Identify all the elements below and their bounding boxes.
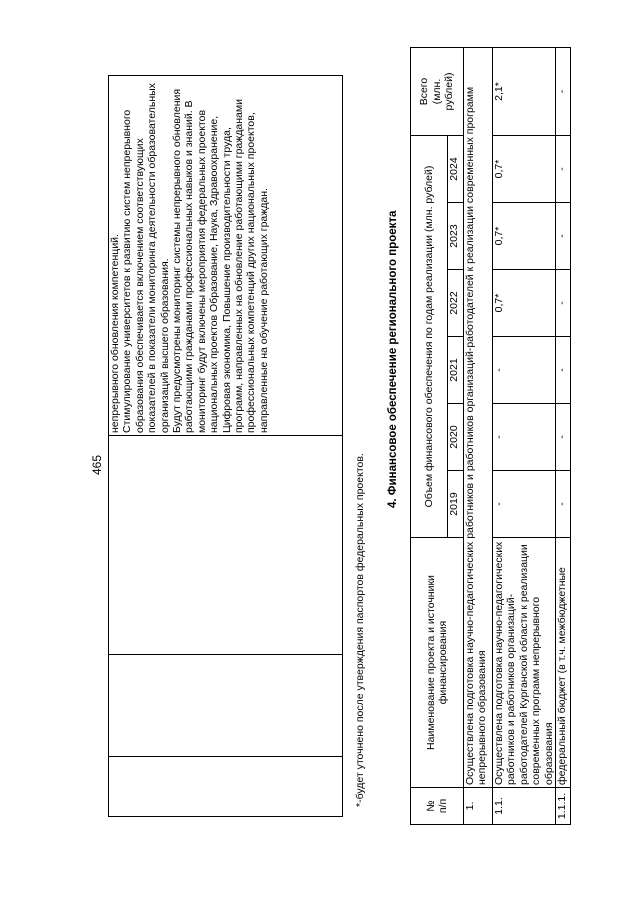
row-value: - bbox=[556, 404, 571, 471]
row-value: 0,7* bbox=[493, 203, 556, 270]
row-value: 0,7* bbox=[493, 270, 556, 337]
row-value: - bbox=[556, 471, 571, 538]
row-total: 2,1* bbox=[493, 48, 556, 136]
row-value: - bbox=[556, 337, 571, 404]
header-total: Всего (млн. рублей) bbox=[411, 48, 464, 136]
continuation-cell bbox=[109, 757, 343, 817]
finance-table bbox=[410, 47, 571, 825]
page-number: 465 bbox=[90, 454, 104, 475]
header-year: 2019 bbox=[448, 471, 464, 538]
continuation-cell bbox=[109, 655, 343, 757]
continuation-table bbox=[108, 75, 343, 817]
header-volume: Объем финансового обеспечения по годам реализации (млн. рублей) bbox=[411, 136, 448, 538]
row-value: - bbox=[493, 337, 556, 404]
header-num: № п/п bbox=[411, 788, 464, 825]
row-num: 1.1.1. bbox=[556, 788, 571, 825]
row-text: Осуществлена подготовка научно-педагогических работников и работников организаций-работодателей к реализации современных программ непрерывного образования bbox=[464, 48, 493, 788]
row-value: - bbox=[556, 270, 571, 337]
row-value: - bbox=[493, 471, 556, 538]
header-year: 2022 bbox=[448, 270, 464, 337]
header-year: 2023 bbox=[448, 203, 464, 270]
header-name: Наименование проекта и источники финансирования bbox=[411, 538, 464, 788]
section-title: 4. Финансовое обеспечение регионального проекта bbox=[387, 210, 399, 508]
row-value: - bbox=[493, 404, 556, 471]
row-name: Осуществлена подготовка научно-педагогических работников и работников организаций-работодателей Курганской области к реализации современных программ непрерывного образования bbox=[493, 538, 556, 788]
header-year: 2020 bbox=[448, 404, 464, 471]
row-value: - bbox=[556, 136, 571, 203]
row-num: 1.1. bbox=[493, 788, 556, 825]
header-year: 2021 bbox=[448, 337, 464, 404]
continuation-text: непрерывного обновления компетенций. Стимулирование университетов к развитию систем непрерывного образования обеспечивается включением соответствующих показателей в показатели мониторинга деятельности образовательных организаций высшего образования. Будут предусмотрены мониторинг системы непрерывного обновления работающими гражданами профессиональных навыков и знаний. В мониторинг будут включены мероприятия федеральных проектов национальных проектов Образование, Наука, Здравоохранение, Цифровая экономика, Повышение производительности труда, программ, направленных на обновление работающими гражданами профессиональных компетенций других национальных проектов, направленные на обучение работающих граждан. bbox=[109, 76, 343, 436]
row-total: - bbox=[556, 48, 571, 136]
table-row bbox=[556, 48, 571, 825]
header-year: 2024 bbox=[448, 136, 464, 203]
row-num: 1. bbox=[464, 788, 493, 825]
table-row bbox=[493, 48, 556, 825]
table-row bbox=[464, 48, 493, 825]
continuation-cell bbox=[109, 436, 343, 655]
row-value: - bbox=[556, 203, 571, 270]
row-value: 0,7* bbox=[493, 136, 556, 203]
row-name: федеральный бюджет (в т.ч. межбюджетные bbox=[556, 538, 571, 788]
footnote: *-будет уточнено после утверждения паспортов федеральных проектов. bbox=[354, 453, 366, 807]
